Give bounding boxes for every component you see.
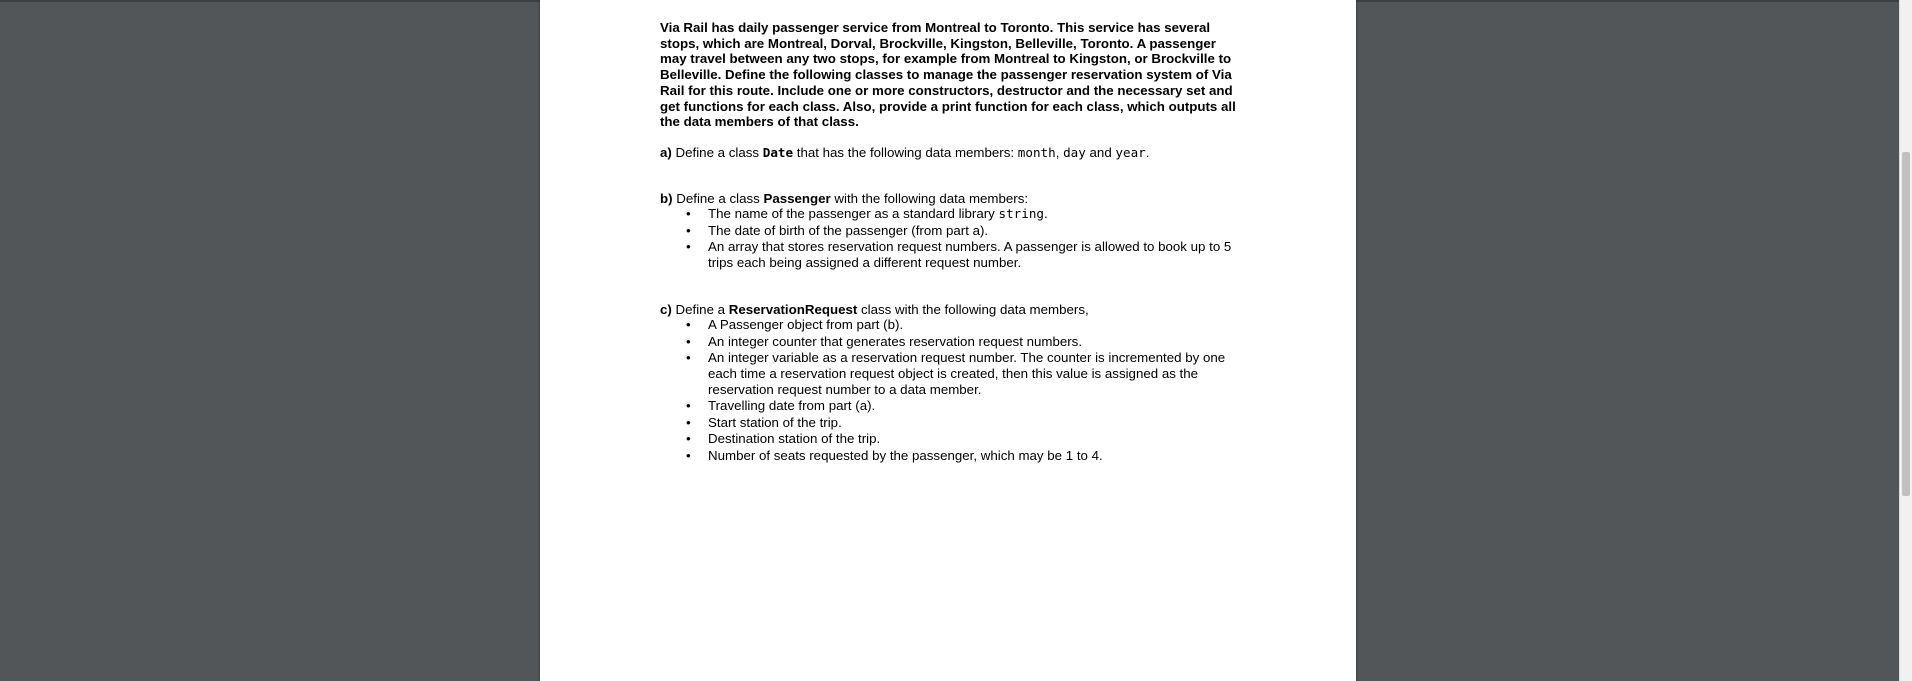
member-year: year (1115, 144, 1146, 160)
bullet-icon: • (686, 431, 691, 447)
part-a-sep: , (1055, 144, 1064, 160)
spacer (660, 272, 1240, 302)
member-day: day (1063, 144, 1086, 160)
part-b-text-after: with the following data members: (830, 190, 1029, 206)
bullet-icon: • (686, 317, 691, 333)
part-c-label: c) (660, 301, 672, 317)
bullet-icon: • (686, 222, 691, 238)
intro-paragraph (660, 20, 1240, 130)
list-item (660, 415, 1240, 431)
part-c-class-name: ReservationRequest (728, 301, 858, 317)
scrollbar-thumb[interactable] (1902, 152, 1910, 496)
list-item-text: A Passenger object from part (b). (708, 317, 904, 333)
part-c-paragraph (660, 302, 1240, 318)
part-c-text: Define a (671, 301, 729, 317)
list-item-text: An array that stores reservation request numbers. A passenger is allowed to book up to 5 trips each being assigned a different request number. (708, 239, 1232, 271)
bullet-icon: • (686, 333, 691, 349)
list-item (660, 398, 1240, 414)
part-a-text: Define a class (671, 144, 763, 160)
list-item (660, 350, 1240, 397)
part-a-class-name: Date (762, 144, 794, 160)
list-item (660, 206, 1240, 222)
bullet-icon: • (686, 206, 691, 222)
part-a-text-middle: that has the following data members: (793, 144, 1018, 160)
list-item-text: Travelling date from part (a). (708, 398, 876, 414)
list-item (660, 317, 1240, 333)
list-item (660, 223, 1240, 239)
part-a-end: . (1145, 144, 1150, 160)
list-item-text: An integer counter that generates reservation request numbers. (708, 333, 1083, 349)
list-item (660, 448, 1240, 464)
intro-text: has daily passenger service from Montreal to Toronto. This service has several stops, which are Montreal, Dorval, Brockville, Kingston, Belleville, Toronto. A passenger may travel between any two stops, for example from Montreal to Kingston, or Brockville to Belleville. Define the following classes to manage the passenger reservation system of Via Rail for this route. Include one or more constructors, destructor and the necessary set and get functions for each class. Also, provide a print function for each class, which outputs all the data members of that class. (660, 20, 1236, 130)
bullet-icon: • (686, 350, 691, 366)
spacer (660, 161, 1240, 191)
part-b-list (660, 206, 1240, 270)
vertical-scrollbar[interactable] (1899, 0, 1912, 681)
bullet-icon: • (686, 239, 691, 255)
list-item (660, 431, 1240, 447)
list-item-text: Destination station of the trip. (708, 431, 881, 447)
part-b-label: b) (660, 190, 673, 206)
bullet-icon: • (686, 398, 691, 414)
part-b-text: Define a class (672, 190, 764, 206)
list-item-end: . (1043, 206, 1048, 222)
part-b-class-name: Passenger (763, 190, 831, 206)
member-month: month (1017, 144, 1056, 160)
bullet-icon: • (686, 447, 691, 463)
list-item (660, 334, 1240, 350)
bullet-icon: • (686, 414, 691, 430)
part-a-paragraph (660, 145, 1240, 161)
string-type: string (998, 206, 1044, 222)
list-item (660, 239, 1240, 270)
part-c-list (660, 317, 1240, 463)
list-item-text: Start station of the trip. (708, 414, 842, 430)
part-c-text-after: class with the following data members, (857, 301, 1089, 317)
list-item-text: Number of seats requested by the passenger, which may be 1 to 4. (708, 447, 1103, 463)
list-item-text: The date of birth of the passenger (from part a). (708, 222, 989, 238)
part-b-paragraph (660, 191, 1240, 207)
intro-brand: Via Rail (660, 20, 708, 35)
part-a-sep: and (1085, 144, 1116, 160)
document-page (540, 0, 1356, 681)
page-content (660, 20, 1240, 464)
list-item-text: An integer variable as a reservation request number. The counter is incremented by one each time a reservation request object is created, then this value is assigned as the reservation request number to a data member. (708, 350, 1226, 397)
part-a-label: a) (660, 144, 672, 160)
list-item-text: The name of the passenger as a standard library (708, 206, 999, 222)
